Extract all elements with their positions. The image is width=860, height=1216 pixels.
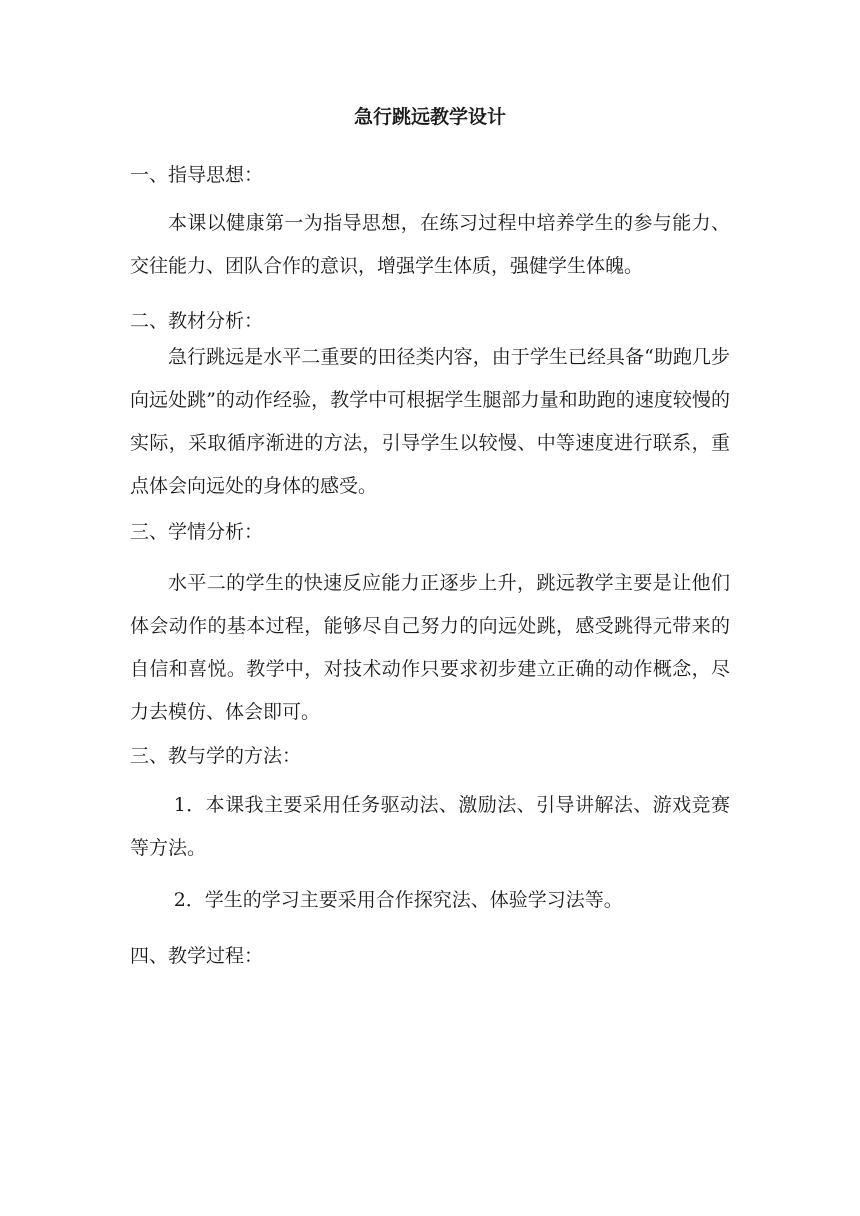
section-paragraph-guiding-ideology: 本课以健康第一为指导思想，在练习过程中培养学生的参与能力、交往能力、团队合作的意识，增强学生体质，强健学生体魄。 [130, 212, 730, 277]
section-heading-material-analysis: 二、教材分析： [130, 310, 264, 332]
section-paragraph-material-analysis: 急行跳远是水平二重要的田径类内容，由于学生已经具备“助跑几步向远处跳”的动作经验，教学中可根据学生腿部力量和助跑的速度较慢的实际，采取循序渐进的方法，引导学生以较慢、中等速度进行联系，重点体会向远处的身体的感受。 [130, 346, 730, 497]
list-item-method-1: 1．本课我主要采用任务驱动法、激励法、引导讲解法、游戏竞赛等方法。 [130, 794, 730, 859]
section-heading-student-analysis: 三、学情分析： [130, 521, 264, 543]
list-item-method-2: 2．学生的学习主要采用合作探究法、体验学习法等。 [173, 889, 623, 911]
document-title: 急行跳远教学设计 [353, 106, 506, 128]
section-heading-guiding-ideology: 一、指导思想： [130, 164, 264, 186]
section-heading-teaching-process: 四、教学过程： [130, 945, 264, 967]
section-paragraph-student-analysis: 水平二的学生的快速反应能力正逐步上升，跳远教学主要是让他们体会动作的基本过程，能够尽自己努力的向远处跳，感受跳得元带来的自信和喜悦。教学中，对技术动作只要求初步建立正确的动作概念，尽力去模仿、体会即可。 [130, 572, 730, 723]
section-heading-teaching-methods: 三、教与学的方法： [130, 745, 302, 767]
